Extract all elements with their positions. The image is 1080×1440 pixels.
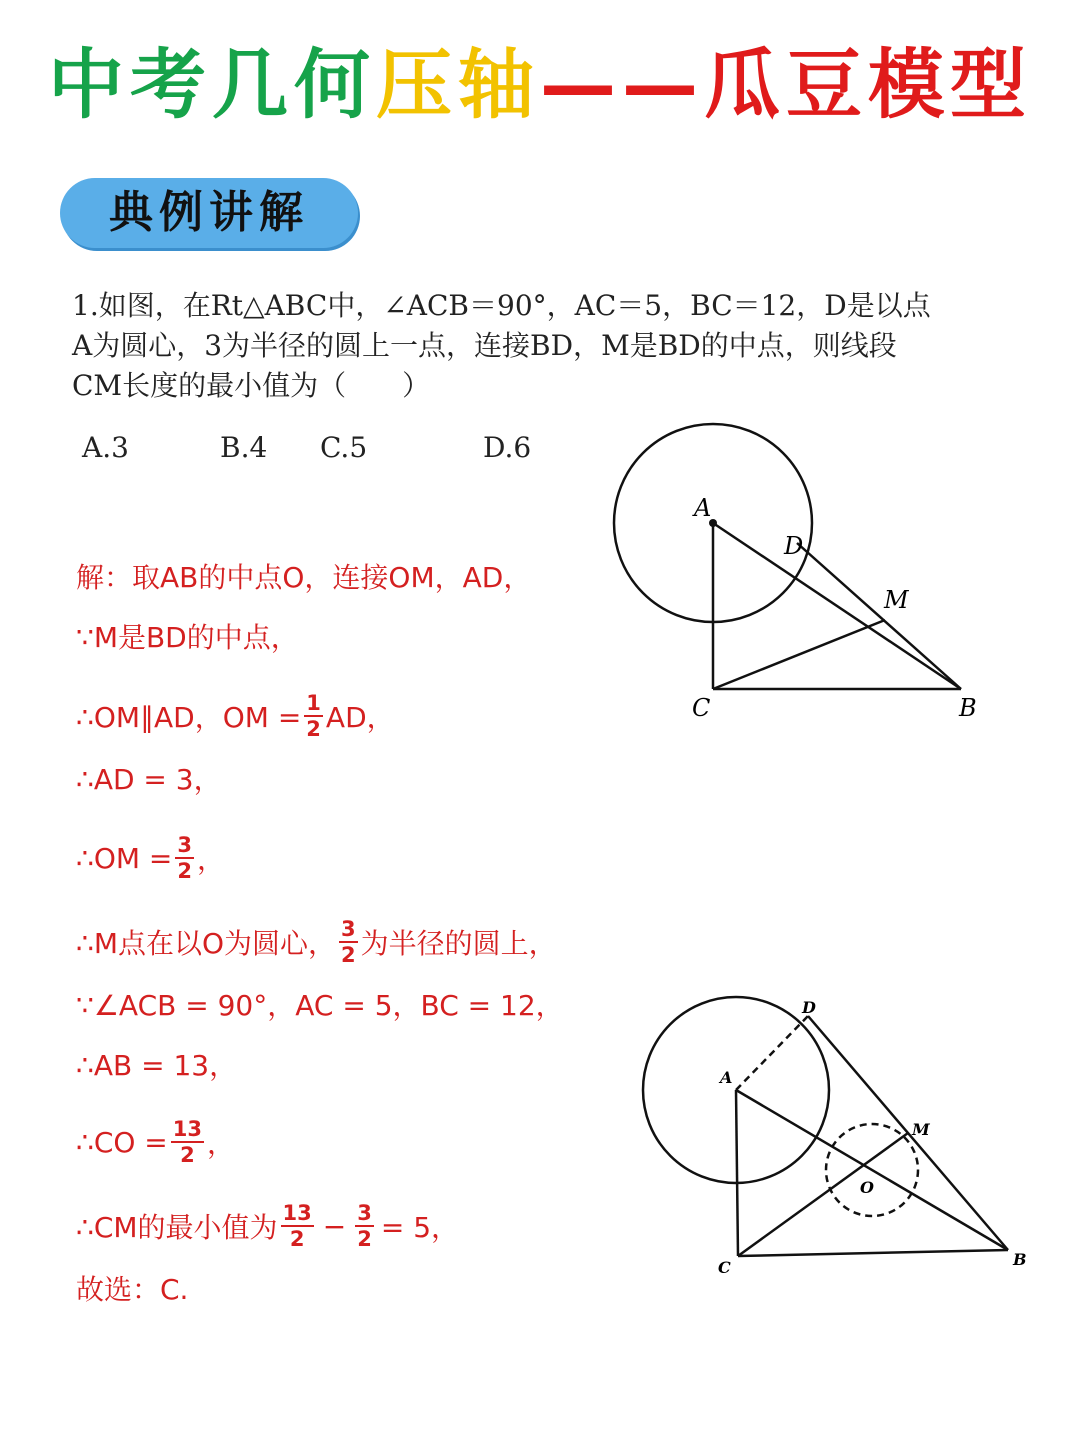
option-b: B.4: [220, 431, 268, 464]
label-d: D: [802, 998, 816, 1017]
solution-line-9: [76, 1112, 235, 1172]
label-c: C: [718, 1258, 731, 1277]
question-line-1: 1.如图，在Rt△ABC中，∠ACB＝90°，AC＝5，BC＝12，D是以点: [72, 289, 931, 322]
label-m: M: [912, 1120, 930, 1139]
fraction-denominator: 2: [289, 1227, 305, 1251]
solution-line-1: 解：取AB的中点O，连接OM，AD，: [76, 561, 532, 594]
fraction-thirteen-halves: [171, 1117, 204, 1167]
solution-line-6: [76, 912, 557, 972]
fraction-denominator: 2: [357, 1227, 372, 1251]
label-o: O: [860, 1178, 874, 1197]
solution-line-5: [76, 828, 225, 888]
solution-line-3: [76, 686, 395, 746]
solution-line-10: [76, 1196, 459, 1256]
segment-cm: [738, 1133, 908, 1256]
solution-line-9-text: ∴CO =: [76, 1125, 168, 1159]
fraction-denominator: 2: [341, 943, 356, 967]
fraction-half: [304, 691, 323, 741]
label-a: A: [720, 1068, 733, 1087]
section-badge: 典例讲解: [60, 178, 358, 248]
question-line-3: CM长度的最小值为（ ）: [72, 369, 431, 402]
figure-2-diagram: [630, 985, 1050, 1285]
label-b: B: [1013, 1250, 1027, 1269]
title-part-1: 中考几何: [48, 40, 376, 129]
fraction-three-halves: [175, 833, 194, 883]
solution-line-10-tail: = 5，: [380, 1211, 460, 1244]
solution-line-5-tail: ，: [197, 843, 226, 876]
solution-line-9-tail: ，: [207, 1127, 236, 1160]
option-a: A.3: [82, 431, 129, 464]
option-d: D.6: [483, 431, 532, 464]
fraction-thirteen-halves: [281, 1201, 314, 1251]
fraction-numerator: 3: [341, 917, 356, 941]
solution-line-4: ∴AD = 3，: [76, 763, 222, 796]
solution-line-8: ∴AB = 13，: [76, 1049, 238, 1082]
solution-line-11: 故选：C.: [76, 1273, 189, 1306]
label-a: A: [694, 494, 712, 522]
figure-1-diagram: [600, 420, 1020, 740]
fraction-numerator: 3: [177, 833, 192, 857]
option-c: C.5: [320, 431, 368, 464]
page-title: [0, 30, 1080, 140]
solution-line-5-text: ∴OM =: [76, 841, 173, 875]
fraction-numerator: 3: [357, 1201, 372, 1225]
solution-line-3-text: ∴OM∥AD，OM =: [76, 701, 302, 734]
label-b: B: [959, 694, 977, 722]
fraction-denominator: 2: [177, 859, 192, 883]
solution-line-6-text: ∴M点在以O为圆心，: [76, 927, 337, 960]
solution-line-7: ∵∠ACB = 90°，AC = 5，BC = 12，: [76, 989, 564, 1022]
label-c: C: [692, 694, 711, 722]
solution-line-10-text: ∴CM的最小值为: [76, 1211, 278, 1244]
fraction-numerator: 13: [172, 1117, 202, 1141]
solution-line-3-tail: AD，: [325, 701, 395, 734]
solution-line-6-tail: 为半径的圆上，: [360, 927, 557, 960]
segment-ac: [736, 1090, 738, 1256]
question-text: [72, 286, 1012, 406]
label-m: M: [884, 586, 909, 614]
question-line-2: A为圆心，3为半径的圆上一点，连接BD，M是BD的中点，则线段: [72, 329, 897, 362]
fraction-numerator: 1: [306, 691, 321, 715]
fraction-three-halves: [339, 917, 358, 967]
title-part-2: 压轴: [376, 40, 540, 129]
fraction-three-halves: [355, 1201, 374, 1251]
fraction-denominator: 2: [306, 717, 321, 741]
fraction-numerator: 13: [282, 1201, 312, 1225]
segment-cb: [738, 1250, 1008, 1256]
label-d: D: [784, 532, 804, 560]
segment-db: [797, 543, 961, 689]
solution-line-2: ∵M是BD的中点，: [76, 621, 299, 654]
fraction-denominator: 2: [180, 1143, 195, 1167]
segment-ab: [713, 523, 961, 689]
segment-cm: [713, 620, 885, 689]
segment-ad-dashed: [736, 1016, 808, 1090]
title-part-3: ——瓜豆模型: [540, 40, 1032, 129]
segment-ab: [736, 1090, 1008, 1250]
minus-sign: −: [322, 1209, 347, 1243]
